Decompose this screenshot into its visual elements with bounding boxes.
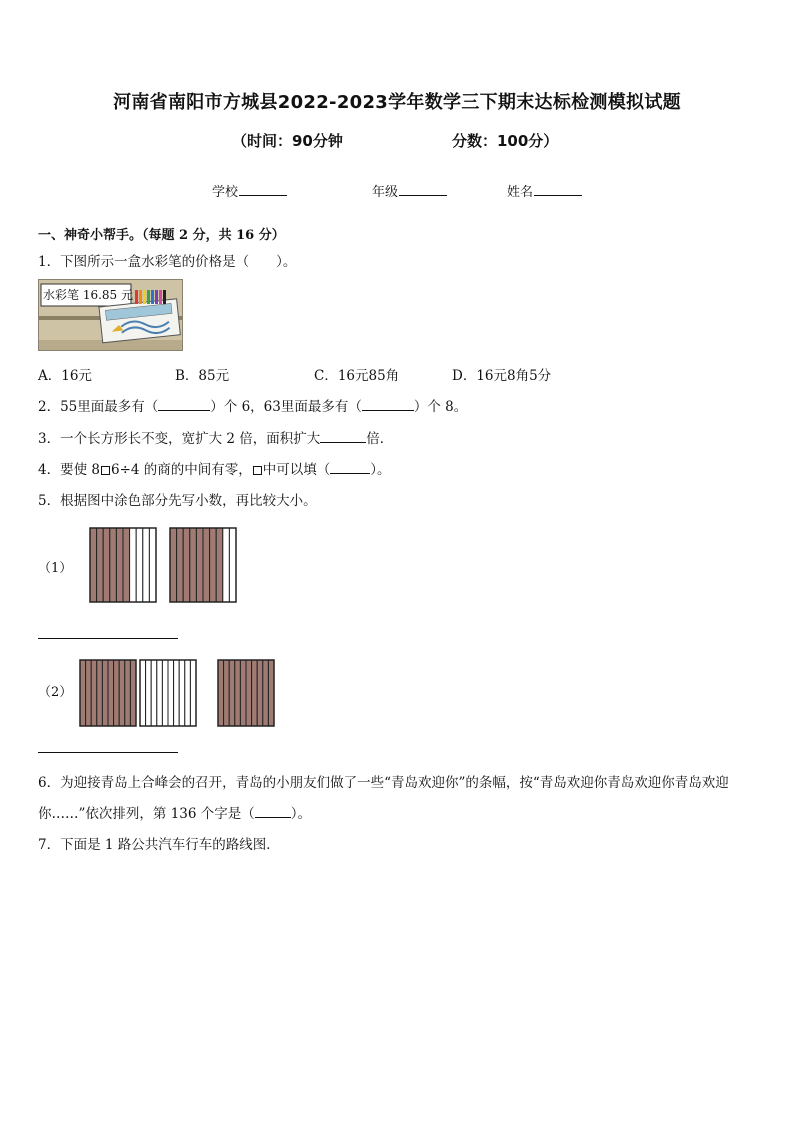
digit-box-icon (101, 466, 110, 475)
empty-strip (140, 660, 146, 726)
shaded-strip (190, 528, 197, 602)
q5-figure-2 (78, 656, 298, 728)
school-field (212, 181, 287, 200)
q5-part-2-label: （2） (38, 685, 73, 700)
shaded-strip (90, 528, 97, 602)
decimal-square-2 (140, 660, 196, 726)
question-5: 5．根据图中涂色部分先写小数，再比较大小。 (38, 493, 317, 509)
shaded-strip (103, 528, 110, 602)
empty-strip (185, 660, 191, 726)
empty-strip (179, 660, 185, 726)
shaded-strip (97, 660, 103, 726)
shaded-strip (108, 660, 114, 726)
name-field (507, 181, 582, 200)
shaded-strip (177, 528, 184, 602)
q6-text-1: 你……”依次排列，第 136 个字是（ (38, 806, 255, 822)
page-title: 河南省南阳市方城县2022-2023学年数学三下期末达标检测模拟试题 (113, 92, 681, 113)
empty-strip (157, 660, 163, 726)
shaded-strip (216, 528, 223, 602)
shaded-strip (86, 660, 92, 726)
empty-strip (162, 660, 168, 726)
empty-strip (146, 660, 152, 726)
q4-text-2: 6÷4 的商的中间有零， (110, 462, 252, 478)
empty-strip (136, 528, 143, 602)
shaded-strip (240, 660, 246, 726)
q5-part-1-label: （1） (38, 561, 73, 576)
question-3 (38, 427, 393, 447)
q4-text-4: ）。 (370, 462, 391, 478)
price-tag: 水彩笔 16.85 元 (43, 288, 133, 302)
question-4 (38, 458, 391, 478)
decimal-square-1 (90, 528, 156, 602)
shaded-strip (224, 660, 230, 726)
q5-figure-1 (80, 524, 260, 608)
q3-text-1: 3．一个长方形长不变，宽扩大 2 倍，面积扩大 (38, 431, 321, 447)
q2-text-1: 2．55里面最多有（ (38, 399, 159, 415)
shaded-strip (114, 660, 120, 726)
name-blank[interactable] (534, 183, 582, 196)
school-label: 学校 (212, 185, 239, 200)
shaded-strip (196, 528, 203, 602)
section-heading: 一、神奇小帮手。（每题 2 分，共 16 分） (38, 228, 285, 243)
q6-text-2: ）。 (290, 806, 312, 822)
exam-score: 分数：100分） (452, 132, 559, 150)
grade-field (372, 181, 447, 200)
school-blank[interactable] (239, 183, 287, 196)
shaded-strip (246, 660, 252, 726)
q3-answer-blank[interactable] (320, 430, 366, 443)
question-2 (38, 395, 467, 415)
option-a[interactable]: A．16元 (38, 368, 92, 384)
shaded-strip (97, 528, 104, 602)
shaded-strip (210, 528, 217, 602)
shaded-strip (170, 528, 177, 602)
decimal-square-3 (218, 660, 274, 726)
exam-time: （时间：90分钟 (232, 132, 343, 150)
shaded-strip (183, 528, 190, 602)
q2-answer-blank-2[interactable] (362, 398, 414, 411)
grade-label: 年级 (372, 185, 399, 200)
shaded-strip (229, 660, 235, 726)
empty-strip (149, 528, 156, 602)
shaded-strip (119, 660, 125, 726)
empty-strip (174, 660, 180, 726)
q3-text-2: 倍． (366, 431, 394, 447)
shaded-strip (130, 660, 136, 726)
shaded-strip (125, 660, 131, 726)
shaded-strip (110, 528, 117, 602)
shaded-strip (123, 528, 130, 602)
q4-text-3: 中可以填（ (262, 462, 331, 478)
decimal-square-1 (80, 660, 136, 726)
empty-strip (143, 528, 150, 602)
question-1: 1．下图所示一盒水彩笔的价格是（ ）。 (38, 254, 297, 270)
question-6-line-1: 6．为迎接青岛上合峰会的召开，青岛的小朋友们做了一些“青岛欢迎你”的条幅，按“青岛欢迎你青岛欢迎你青岛欢迎 (38, 775, 729, 791)
empty-strip (190, 660, 196, 726)
grade-blank[interactable] (399, 183, 447, 196)
shaded-strip (116, 528, 123, 602)
digit-box-icon (253, 466, 262, 475)
shaded-strip (218, 660, 224, 726)
q4-text-1: 4．要使 8 (38, 462, 100, 478)
shaded-strip (263, 660, 269, 726)
q2-text-2: ）个 6，63里面最多有（ (210, 399, 362, 415)
empty-strip (168, 660, 174, 726)
question-6-line-2 (38, 802, 311, 822)
q5-answer-line-1[interactable] (38, 638, 178, 639)
empty-strip (130, 528, 137, 602)
watercolor-pens-image (38, 279, 183, 351)
shaded-strip (102, 660, 108, 726)
question-7: 7．下面是 1 路公共汽车行车的路线图． (38, 837, 280, 853)
option-b[interactable]: B．85元 (175, 368, 230, 384)
name-label: 姓名 (507, 185, 534, 200)
q6-answer-blank[interactable] (255, 805, 291, 818)
empty-strip (229, 528, 236, 602)
q2-answer-blank-1[interactable] (158, 398, 210, 411)
empty-strip (223, 528, 230, 602)
q4-answer-blank[interactable] (330, 461, 370, 474)
shaded-strip (91, 660, 97, 726)
shaded-strip (203, 528, 210, 602)
option-d[interactable]: D．16元8角5分 (452, 368, 552, 384)
shaded-strip (235, 660, 241, 726)
shaded-strip (80, 660, 86, 726)
shaded-strip (257, 660, 263, 726)
shaded-strip (268, 660, 274, 726)
q5-answer-line-2[interactable] (38, 752, 178, 753)
empty-strip (151, 660, 157, 726)
shaded-strip (252, 660, 258, 726)
option-c[interactable]: C．16元85角 (314, 368, 400, 384)
q2-text-3: ）个 8。 (413, 399, 468, 415)
decimal-square-2 (170, 528, 236, 602)
